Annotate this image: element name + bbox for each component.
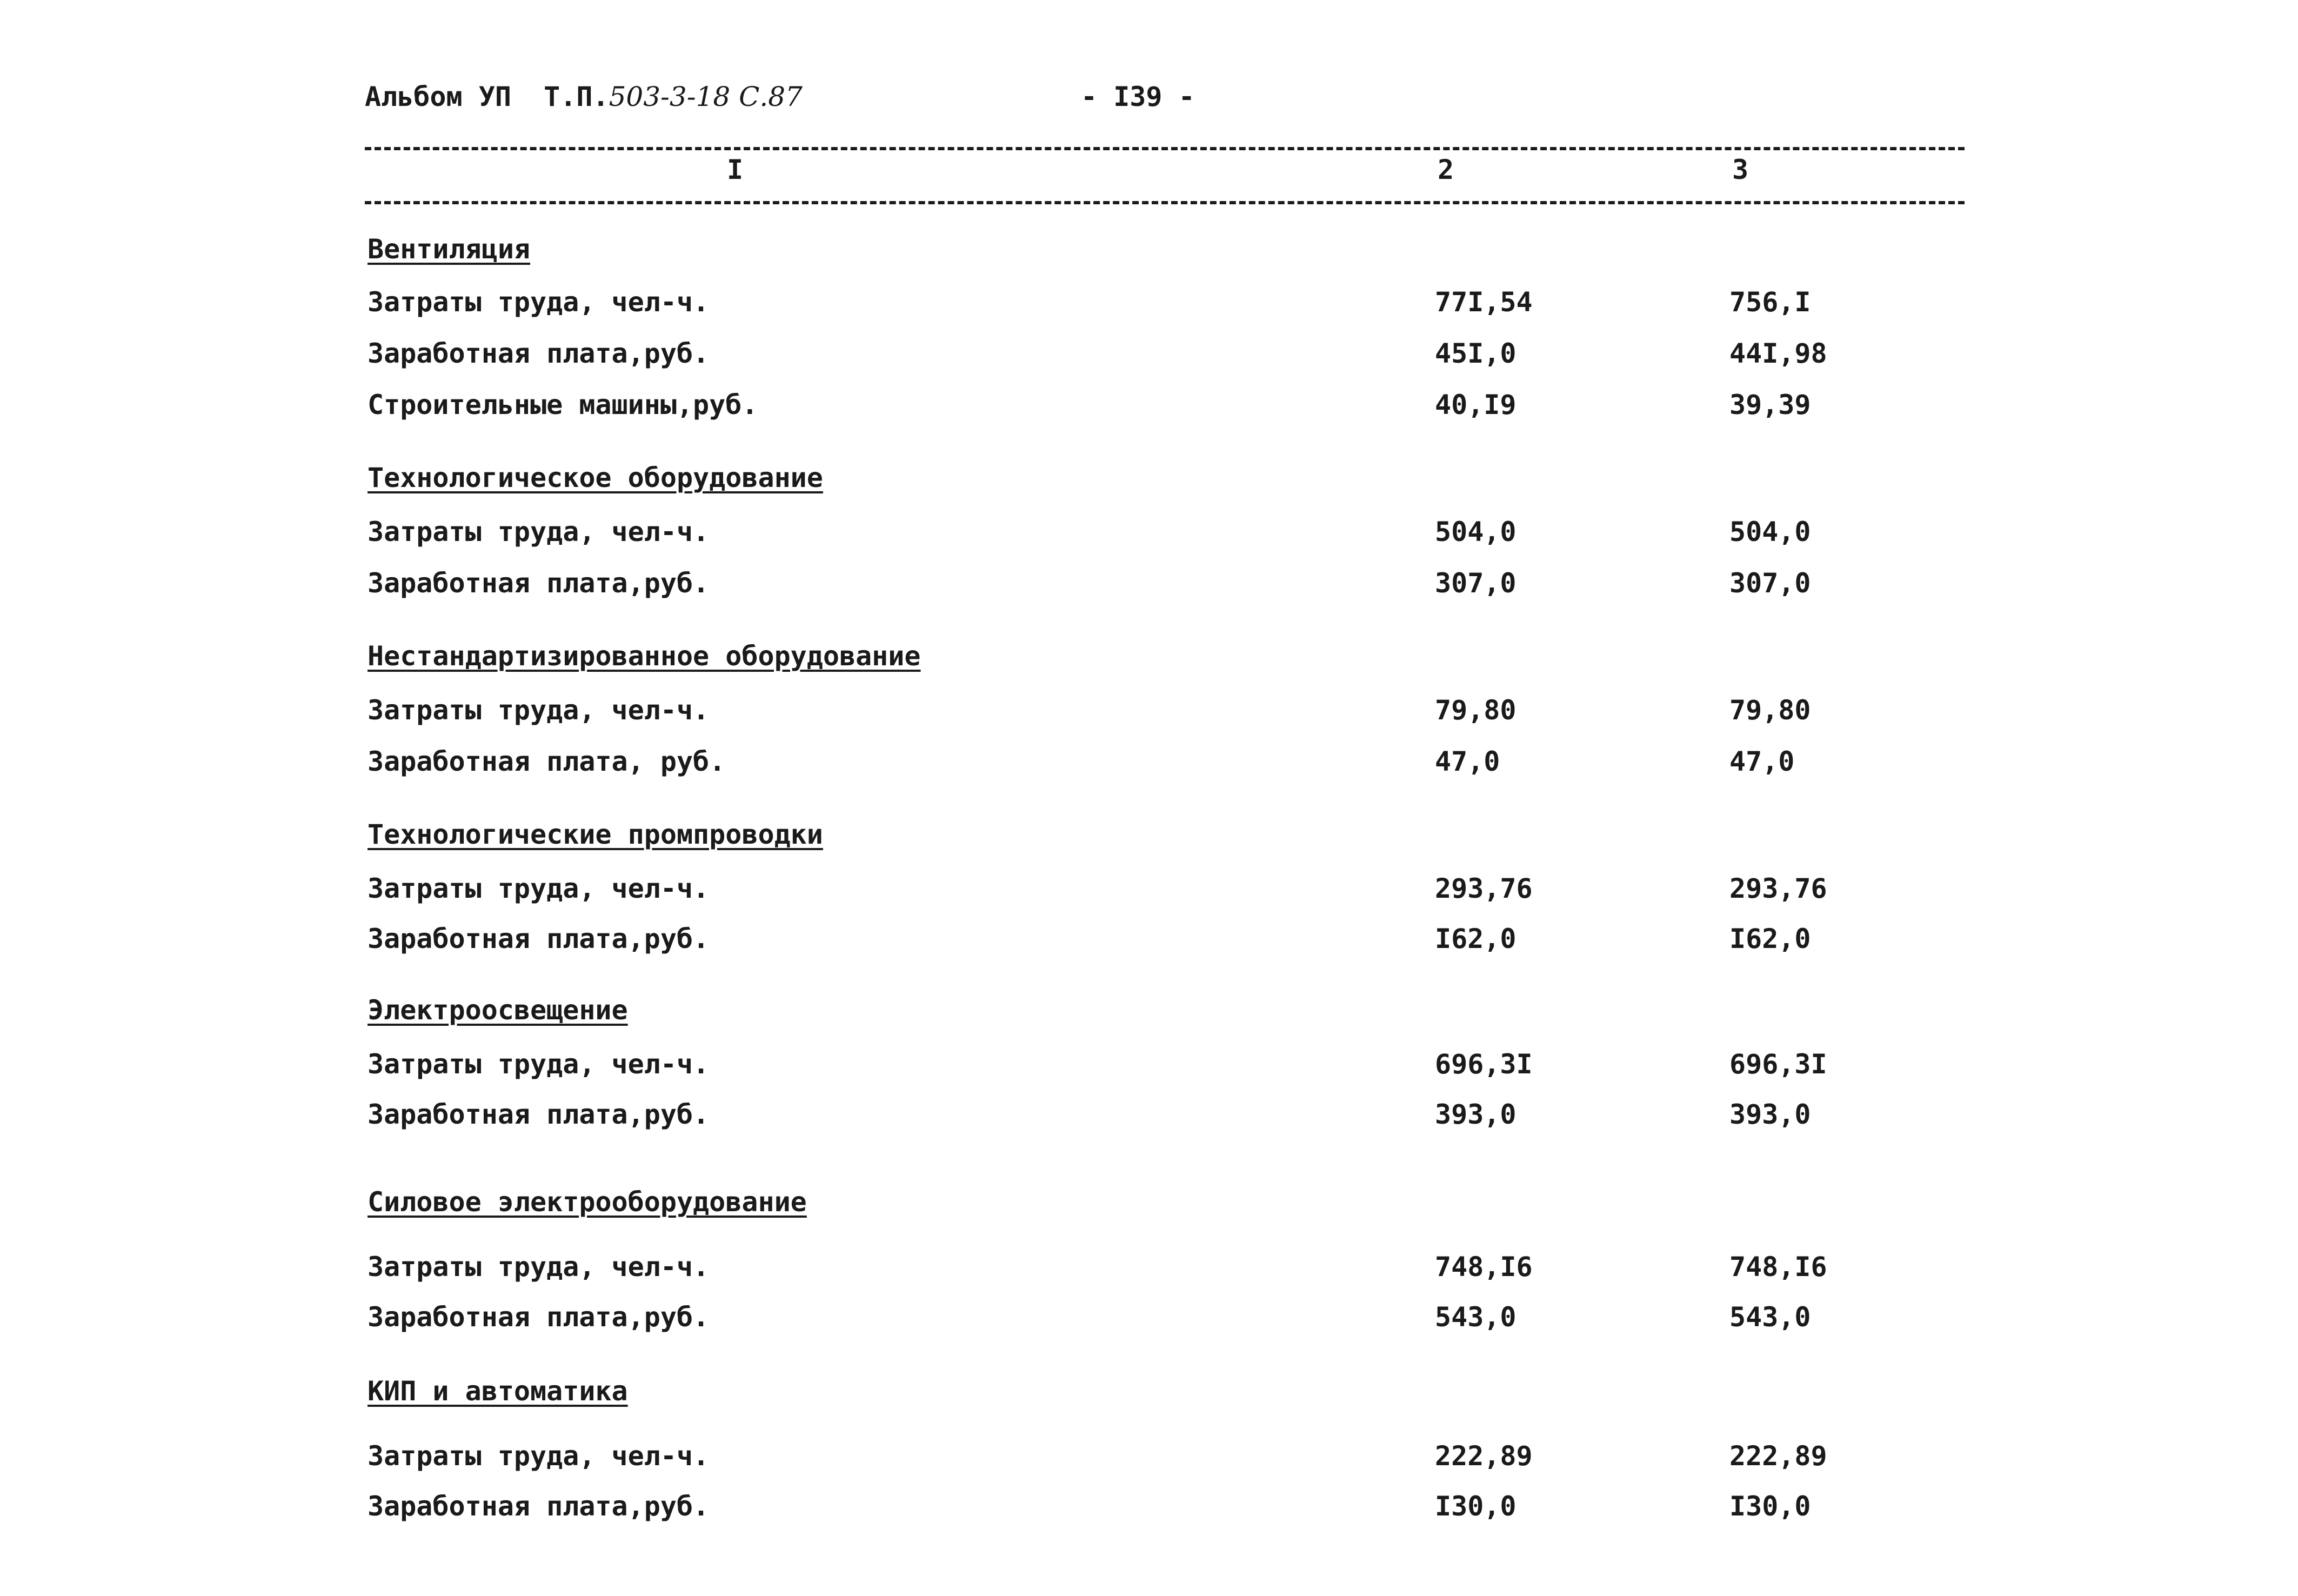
row-label: Заработная плата,руб. bbox=[368, 923, 710, 954]
table-row bbox=[0, 516, 2298, 554]
row-label: Заработная плата,руб. bbox=[368, 1301, 710, 1333]
row-value-col3: 393,0 bbox=[1729, 1099, 1811, 1130]
tp-prefix: Т.П. bbox=[544, 81, 609, 112]
row-label: Заработная плата, руб. bbox=[368, 746, 726, 777]
row-label: Заработная плата,руб. bbox=[368, 1491, 710, 1522]
section-title: КИП и автоматика bbox=[368, 1375, 628, 1407]
column-header-2: 2 bbox=[1438, 154, 1454, 185]
row-label: Затраты труда, чел-ч. bbox=[368, 873, 710, 904]
row-label: Затраты труда, чел-ч. bbox=[368, 1049, 710, 1080]
table-row bbox=[0, 567, 2298, 605]
row-label: Заработная плата,руб. bbox=[368, 1099, 710, 1130]
album-label: Альбом УП bbox=[365, 81, 511, 112]
row-label: Затраты труда, чел-ч. bbox=[368, 516, 710, 547]
row-value-col2: 45I,0 bbox=[1435, 338, 1517, 369]
row-value-col2: 504,0 bbox=[1435, 516, 1517, 547]
row-value-col3: 222,89 bbox=[1729, 1440, 1827, 1472]
row-label: Строительные машины,руб. bbox=[368, 389, 758, 420]
row-value-col3: 39,39 bbox=[1729, 389, 1811, 420]
table-row bbox=[0, 873, 2298, 911]
section-title: Нестандартизированное оборудование bbox=[368, 640, 921, 672]
row-value-col3: 47,0 bbox=[1729, 746, 1795, 777]
row-value-col3: I62,0 bbox=[1729, 923, 1811, 954]
row-value-col3: 543,0 bbox=[1729, 1301, 1811, 1333]
row-label: Затраты труда, чел-ч. bbox=[368, 1440, 710, 1472]
section-title: Вентиляция bbox=[368, 233, 531, 265]
section-title: Силовое электрооборудование bbox=[368, 1186, 807, 1218]
table-row bbox=[0, 923, 2298, 961]
table-row bbox=[0, 338, 2298, 376]
row-value-col2: 293,76 bbox=[1435, 873, 1533, 904]
row-value-col3: 293,76 bbox=[1729, 873, 1827, 904]
table-row bbox=[0, 695, 2298, 732]
table-row bbox=[0, 389, 2298, 427]
row-label: Заработная плата,руб. bbox=[368, 567, 710, 599]
section-title: Электроосвещение bbox=[368, 994, 628, 1026]
row-value-col2: 393,0 bbox=[1435, 1099, 1517, 1130]
row-label: Затраты труда, чел-ч. bbox=[368, 695, 710, 726]
table-row bbox=[0, 286, 2298, 324]
row-value-col2: 307,0 bbox=[1435, 567, 1517, 599]
column-header-3: 3 bbox=[1732, 154, 1749, 185]
row-value-col3: 44I,98 bbox=[1729, 338, 1827, 369]
column-header-1: I bbox=[727, 154, 744, 185]
table-row bbox=[0, 1301, 2298, 1339]
section-title: Технологические промпроводки bbox=[368, 819, 823, 850]
section-title: Технологическое оборудование bbox=[368, 462, 823, 493]
table-row bbox=[0, 1491, 2298, 1528]
table-row bbox=[0, 1251, 2298, 1289]
table-row bbox=[0, 1440, 2298, 1478]
row-label: Затраты труда, чел-ч. bbox=[368, 286, 710, 318]
row-label: Заработная плата,руб. bbox=[368, 338, 710, 369]
row-value-col2: 748,I6 bbox=[1435, 1251, 1533, 1283]
row-value-col2: 47,0 bbox=[1435, 746, 1500, 777]
row-value-col2: 40,I9 bbox=[1435, 389, 1517, 420]
table-row bbox=[0, 1099, 2298, 1137]
row-value-col2: 696,3I bbox=[1435, 1049, 1533, 1080]
page-number: - I39 - bbox=[1081, 81, 1195, 112]
tp-handwritten-number: 503-3-18 С.87 bbox=[609, 81, 803, 112]
row-value-col3: 504,0 bbox=[1729, 516, 1811, 547]
row-value-col2: 77I,54 bbox=[1435, 286, 1533, 318]
row-value-col3: I30,0 bbox=[1729, 1491, 1811, 1522]
row-value-col3: 696,3I bbox=[1729, 1049, 1827, 1080]
row-value-col3: 756,I bbox=[1729, 286, 1811, 318]
row-value-col3: 748,I6 bbox=[1729, 1251, 1827, 1283]
table-row bbox=[0, 1049, 2298, 1086]
row-value-col3: 307,0 bbox=[1729, 567, 1811, 599]
row-value-col2: 79,80 bbox=[1435, 695, 1517, 726]
row-value-col3: 79,80 bbox=[1729, 695, 1811, 726]
row-value-col2: 222,89 bbox=[1435, 1440, 1533, 1472]
row-value-col2: I30,0 bbox=[1435, 1491, 1517, 1522]
row-value-col2: I62,0 bbox=[1435, 923, 1517, 954]
row-value-col2: 543,0 bbox=[1435, 1301, 1517, 1333]
table-row bbox=[0, 746, 2298, 784]
row-label: Затраты труда, чел-ч. bbox=[368, 1251, 710, 1283]
